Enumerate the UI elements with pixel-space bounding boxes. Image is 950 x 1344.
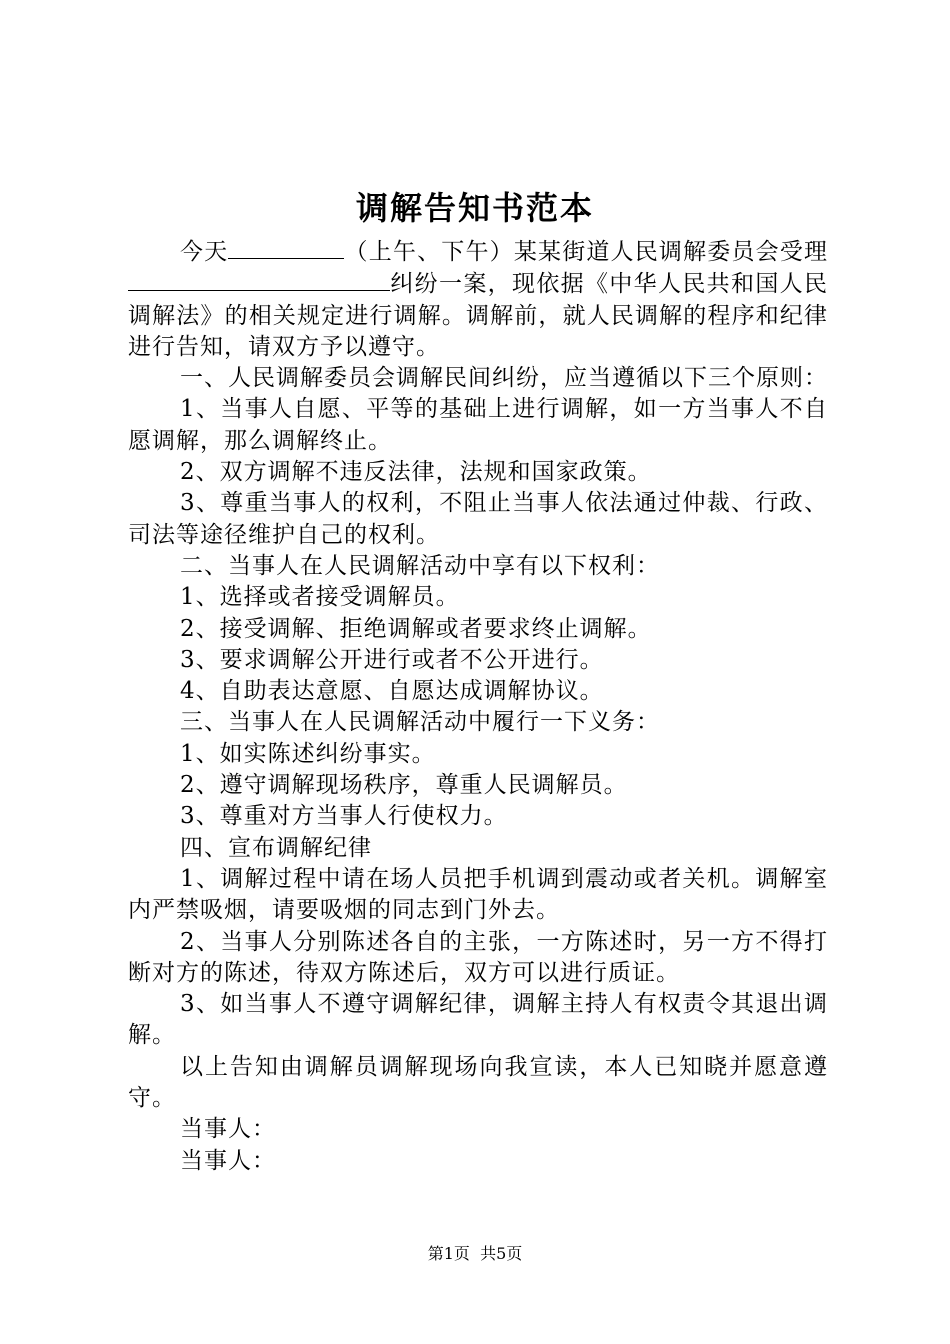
paragraph-5: 二、当事人在人民调解活动中享有以下权利： xyxy=(180,552,660,579)
party-signature-2: 当事人： xyxy=(180,1147,276,1174)
paragraph-11: 1、如实陈述纠纷事实。 xyxy=(180,740,436,767)
document-title: 调解告知书范本 xyxy=(355,189,594,227)
paragraph-6: 1、选择或者接受调解员。 xyxy=(180,584,460,611)
intro-paragraph xyxy=(128,236,828,363)
party-signature-1: 当事人： xyxy=(180,1116,276,1143)
paragraph-17: 3、如当事人不遵守调解纪律，调解主持人有权责令其退出调解。 xyxy=(128,991,828,1049)
paragraph-15: 1、调解过程中请在场人员把手机调到震动或者关机。调解室内严禁吸烟，请要吸烟的同志到门外去。 xyxy=(128,865,828,924)
paragraph-12: 2、遵守调解现场秩序，尊重人民调解员。 xyxy=(180,772,628,799)
paragraph-1: 一、人民调解委员会调解民间纠纷，应当遵循以下三个原则： xyxy=(180,365,828,392)
intro-text-2: （上午、下午）某某街道人民调解委员会受理 xyxy=(344,239,829,265)
paragraph-14: 四、宣布调解纪律 xyxy=(180,834,372,861)
case-blank xyxy=(128,268,390,291)
intro-text-3: 纠纷一案，现依据《中华人民共和国人民调解法》的相关规定进行调解。调解前，就人民调解的程序和纪律进行告知，请双方予以遵守。 xyxy=(128,271,828,360)
paragraph-7: 2、接受调解、拒绝调解或者要求终止调解。 xyxy=(180,615,652,642)
paragraph-3: 2、双方调解不违反法律，法规和国家政策。 xyxy=(180,459,652,486)
paragraph-18: 以上告知由调解员调解现场向我宣读，本人已知晓并愿意遵守。 xyxy=(128,1053,828,1112)
page-footer xyxy=(0,1242,950,1266)
paragraph-2: 1、当事人自愿、平等的基础上进行调解，如一方当事人不自愿调解，那么调解终止。 xyxy=(128,396,828,454)
paragraph-16: 2、当事人分别陈述各自的主张，一方陈述时，另一方不得打断对方的陈述，待双方陈述后，双方可以进行质证。 xyxy=(128,928,828,986)
page-number: 第1页 xyxy=(427,1244,470,1263)
page-total: 共5页 xyxy=(480,1244,523,1263)
paragraph-8: 3、要求调解公开进行或者不公开进行。 xyxy=(180,646,604,673)
paragraph-4: 3、尊重当事人的权利，不阻止当事人依法通过仲裁、行政、司法等途径维护自己的权利。 xyxy=(128,490,828,548)
intro-text-1: 今天 xyxy=(180,239,229,265)
paragraph-9: 4、自助表达意愿、自愿达成调解协议。 xyxy=(180,678,604,705)
paragraph-13: 3、尊重对方当事人行使权力。 xyxy=(180,803,508,830)
document-body xyxy=(128,236,828,1177)
paragraph-10: 三、当事人在人民调解活动中履行一下义务： xyxy=(180,709,660,736)
time-blank xyxy=(228,236,344,259)
